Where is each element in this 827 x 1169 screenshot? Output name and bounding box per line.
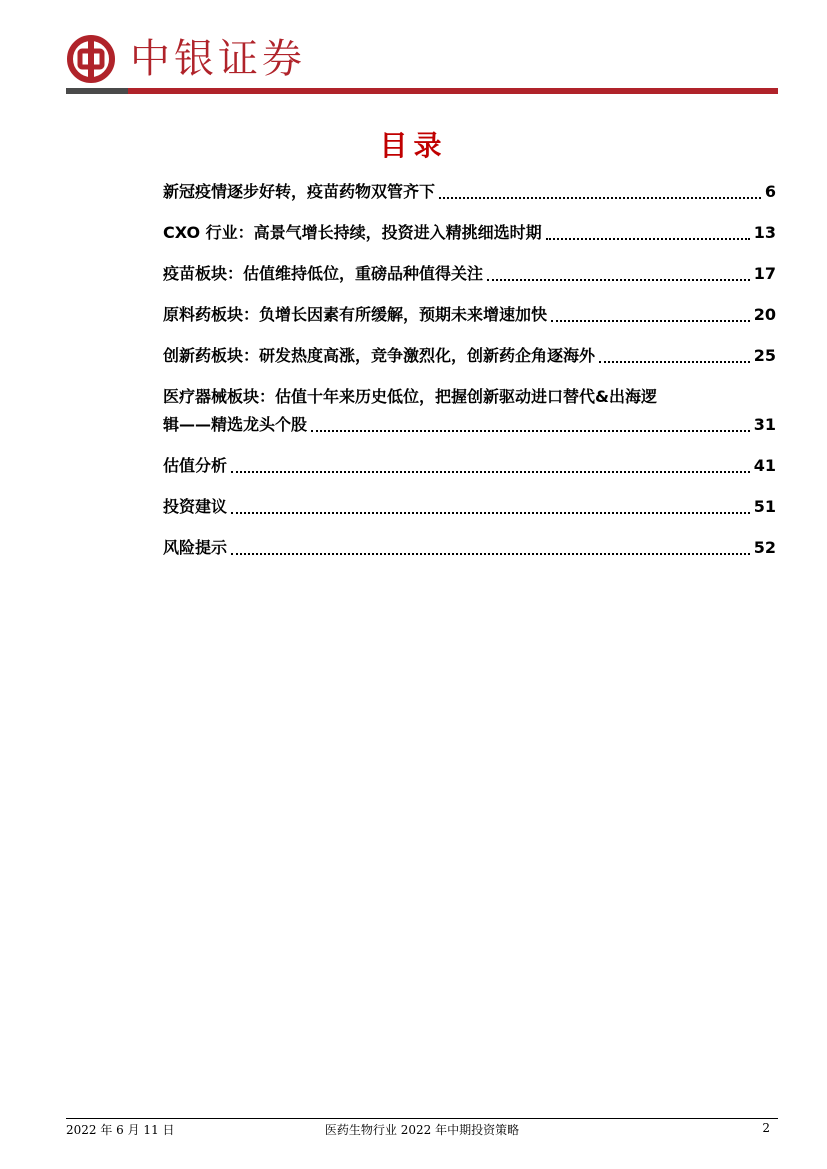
toc-entry[interactable] (163, 178, 776, 206)
toc-entry-page: 6 (764, 182, 776, 201)
toc-entry-title: 新冠疫情逐步好转，疫苗药物双管齐下 (163, 182, 436, 201)
toc-entry-page: 25 (753, 346, 776, 365)
toc-leader-dots (231, 512, 750, 514)
toc-entry-page: 13 (753, 223, 776, 242)
toc-leader-dots (551, 320, 750, 322)
toc-leader-dots (231, 471, 750, 473)
toc-title: 目录 (379, 129, 448, 162)
bank-of-china-logo-icon (66, 34, 116, 84)
toc-leader-dots (439, 197, 761, 199)
toc-entry[interactable] (163, 260, 776, 288)
toc-leader-dots (599, 361, 750, 363)
toc-entry-title: 估值分析 (163, 456, 228, 475)
header-rule-red (128, 88, 778, 94)
toc-entry-title: 创新药板块：研发热度高涨，竞争激烈化，创新药企角逐海外 (163, 346, 596, 365)
page-footer (66, 1121, 778, 1139)
toc-leader-dots (231, 553, 750, 555)
footer-page-number: 2 (762, 1121, 770, 1135)
toc-entry-title: 风险提示 (163, 538, 228, 557)
toc-entry-page: 41 (753, 456, 776, 475)
toc-entry-page: 20 (753, 305, 776, 324)
toc-entry[interactable] (163, 301, 776, 329)
toc-leader-dots (487, 279, 750, 281)
toc-entry-title: 投资建议 (163, 497, 228, 516)
table-of-contents (163, 178, 776, 562)
toc-entry[interactable] (163, 219, 776, 247)
toc-entry[interactable] (163, 493, 776, 521)
toc-entry[interactable] (163, 383, 776, 439)
toc-entry-title: 原料药板块：负增长因素有所缓解，预期未来增速加快 (163, 305, 548, 324)
toc-entry-page: 31 (753, 415, 776, 434)
toc-entry-page: 51 (753, 497, 776, 516)
footer-date: 2022 年 6 月 11 日 (66, 1123, 175, 1137)
toc-entry-title: 疫苗板块：估值维持低位，重磅品种值得关注 (163, 264, 484, 283)
toc-leader-dots (546, 238, 750, 240)
toc-entry[interactable] (163, 534, 776, 562)
header-rule-dark (66, 88, 128, 94)
toc-entry-page: 17 (753, 264, 776, 283)
footer-report-title: 医药生物行业 2022 年中期投资策略 (324, 1123, 520, 1137)
footer-rule (66, 1118, 778, 1119)
toc-entry-title-line1: 医疗器械板块：估值十年来历史低位，把握创新驱动进口替代&出海逻 (163, 387, 657, 406)
brand-name: 中银证券 (130, 36, 306, 82)
toc-entry-title: CXO 行业：高景气增长持续，投资进入精挑细选时期 (163, 223, 542, 242)
toc-entry[interactable] (163, 342, 776, 370)
toc-leader-dots (311, 430, 750, 432)
toc-entry[interactable] (163, 452, 776, 480)
toc-entry-title-line2: 辑——精选龙头个股 (163, 415, 308, 434)
toc-entry-page: 52 (753, 538, 776, 557)
